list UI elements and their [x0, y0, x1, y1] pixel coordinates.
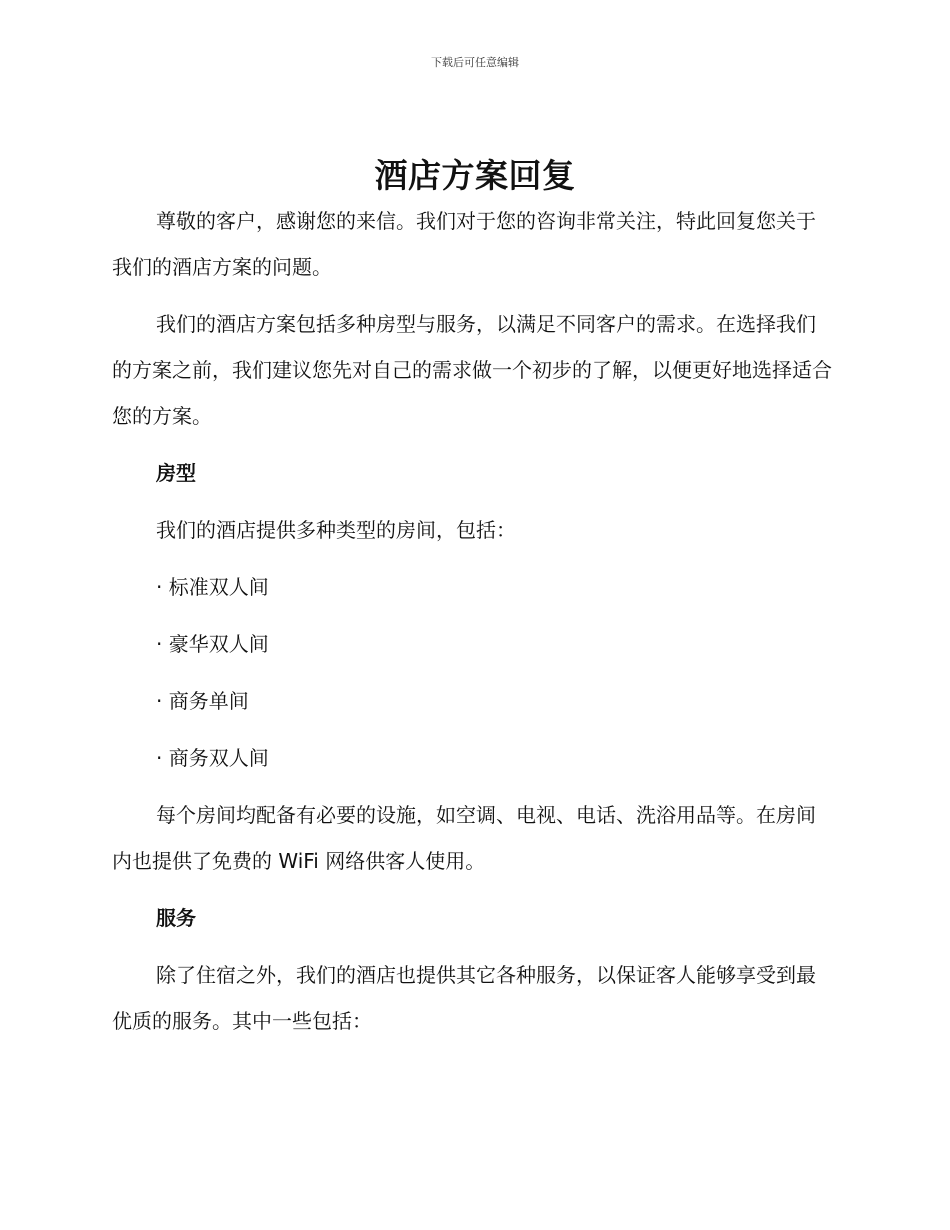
section-heading-services: 服务 — [156, 906, 196, 930]
list-item-room-type: · 商务单间 — [156, 689, 249, 713]
list-item-room-type: · 豪华双人间 — [156, 632, 269, 656]
paragraph-overview: 我们的酒店方案包括多种房型与服务，以满足不同客户的需求。在选择我们的方案之前，我们建议您先对自己的需求做一个初步的了解，以便更好地选择适合您的方案。 — [112, 312, 832, 428]
list-item-room-type: · 标准双人间 — [156, 575, 269, 599]
document-title: 酒店方案回复 — [374, 156, 576, 195]
list-item-room-type: · 商务双人间 — [156, 746, 269, 770]
document-body — [112, 198, 832, 1055]
header-note: 下载后可任意编辑 — [431, 56, 519, 69]
paragraph-services-intro: 除了住宿之外，我们的酒店也提供其它各种服务，以保证客人能够享受到最优质的服务。其中一些包括： — [112, 963, 816, 1033]
paragraph-room-amenities: 每个房间均配备有必要的设施，如空调、电视、电话、洗浴用品等。在房间内也提供了免费的 WiFi 网络供客人使用。 — [112, 803, 816, 873]
paragraph-greeting: 尊敬的客户，感谢您的来信。我们对于您的咨询非常关注，特此回复您关于我们的酒店方案的问题。 — [112, 209, 816, 279]
section-heading-rooms: 房型 — [156, 461, 196, 485]
paragraph-rooms-intro: 我们的酒店提供多种类型的房间，包括： — [156, 518, 516, 542]
